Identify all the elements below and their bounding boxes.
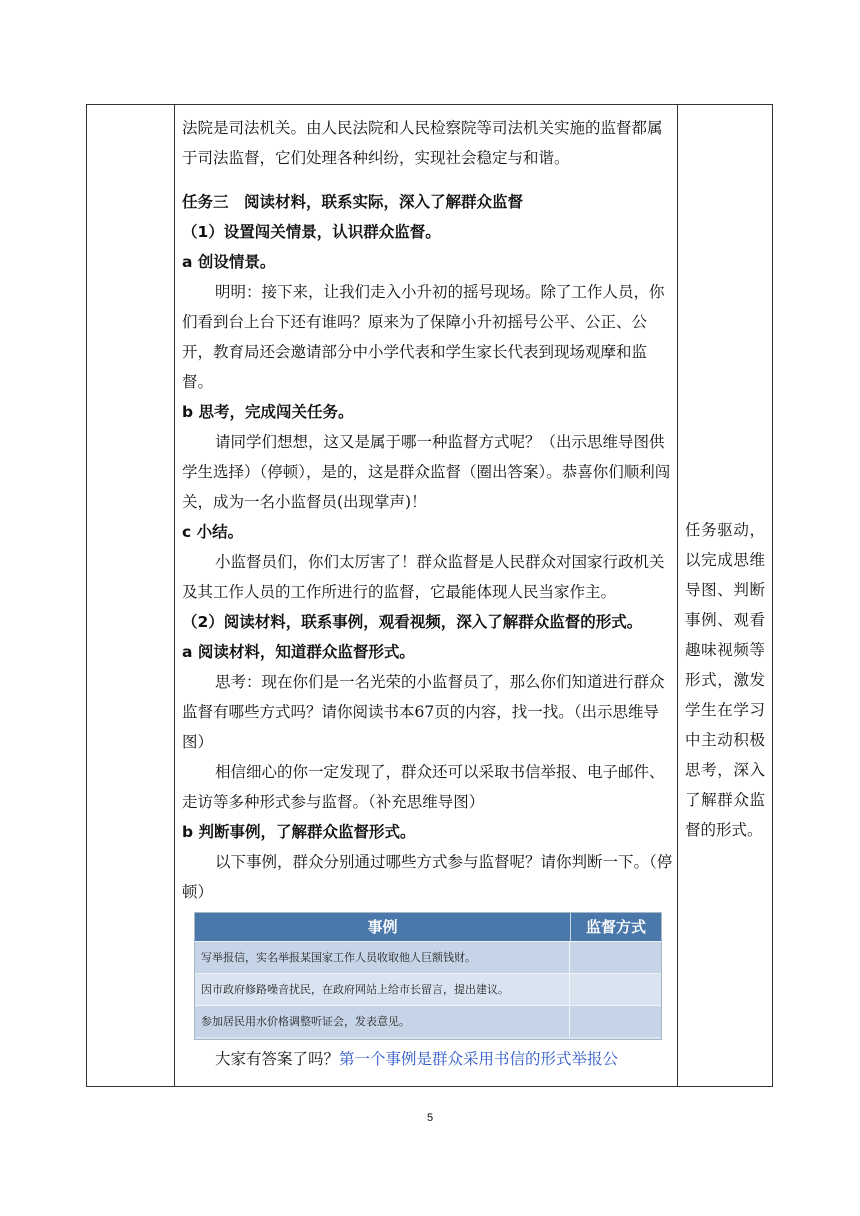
header-example: 事例: [195, 913, 571, 941]
paragraph-summary: 小监督员们，你们太厉害了！群众监督是人民群众对国家行政机关及其工作人员的工作所进行的监督，它最能体现人民当家作主。: [182, 553, 665, 601]
table-row: [195, 973, 661, 1005]
step-c-heading: c 小结。: [182, 523, 244, 541]
method-cell: [570, 942, 661, 973]
paragraph-answer: [182, 1044, 676, 1074]
step-b2-heading: b 判断事例，了解群众监督形式。: [182, 823, 416, 841]
task-three-heading: 任务三 阅读材料，联系实际，深入了解群众监督: [182, 193, 524, 211]
table-row: [195, 941, 661, 973]
example-cell: 写举报信，实名举报某国家工作人员收取他人巨额钱财。: [195, 942, 570, 973]
column-divider-left: [174, 105, 175, 1086]
header-method: 监督方式: [585, 918, 646, 936]
table-row: [195, 1005, 661, 1037]
lesson-plan-table: [86, 104, 773, 1087]
page-number: 5: [426, 1112, 434, 1124]
paragraph-forms-answer: 相信细心的你一定发现了，群众还可以采取书信举报、电子邮件、走访等多种形式参与监督。（补充思维导图）: [182, 763, 665, 811]
examples-table-image: [194, 912, 662, 1040]
answer-lead: 大家有答案了吗？: [215, 1050, 340, 1068]
method-cell: [570, 1006, 661, 1037]
step-a-heading: a 创设情景。: [182, 253, 276, 271]
example-cell: 因市政府修路噪音扰民，在政府网站上给市长留言，提出建议。: [195, 974, 570, 1005]
example-cell: 参加居民用水价格调整听证会，发表意见。: [195, 1006, 570, 1037]
column-divider-right: [677, 105, 678, 1086]
subsection-two-heading: （2）阅读材料，联系事例，观看视频，深入了解群众监督的形式。: [182, 613, 643, 631]
answer-highlight: 第一个事例是群众采用书信的形式举报公: [339, 1050, 619, 1068]
step-a2-heading: a 阅读材料，知道群众监督形式。: [182, 643, 415, 661]
subsection-one-heading: （1）设置闯关情景，认识群众监督。: [182, 223, 441, 241]
design-intent-note: 任务驱动，以完成思维导图、判断事例、观看趣味视频等形式，激发学生在学习中主动积极思考，深入了解群众监督的形式。: [685, 521, 765, 839]
method-cell: [570, 974, 661, 1005]
examples-table-header: [195, 913, 661, 941]
paragraph-think: 请同学们想想，这又是属于哪一种监督方式呢？（出示思维导图供学生选择）（停顿），是的，这是群众监督（圈出答案）。恭喜你们顺利闯关，成为一名小监督员(出现掌声)！: [182, 433, 671, 511]
main-content-cell: [182, 105, 676, 1074]
step-b-heading: b 思考，完成闯关任务。: [182, 403, 354, 421]
paragraph-scenario: 明明：接下来，让我们走入小升初的摇号现场。除了工作人员，你们看到台上台下还有谁吗？原来为了保障小升初摇号公平、公正、公开，教育局还会邀请部分中小学代表和学生家长代表到现场观摩和监督。: [182, 283, 665, 391]
paragraph-examples-intro: 以下事例，群众分别通过哪些方式参与监督呢？请你判断一下。（停顿）: [182, 853, 673, 901]
paragraph-forms-question: 思考：现在你们是一名光荣的小监督员了，那么你们知道进行群众监督有哪些方式吗？请你阅读书本67页的内容，找一找。（出示思维导图）: [182, 673, 665, 751]
paragraph-judicial-supervision: 法院是司法机关。由人民法院和人民检察院等司法机关实施的监督都属于司法监督，它们处理各种纠纷，实现社会稳定与和谐。: [182, 119, 663, 167]
